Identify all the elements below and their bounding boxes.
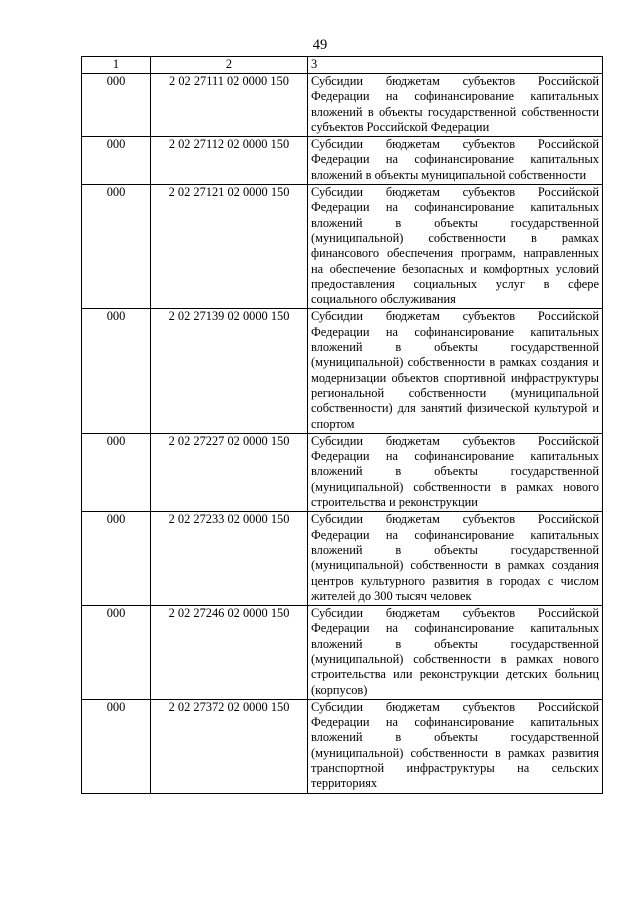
- kbk-code-cell: 2 02 27246 02 0000 150: [151, 606, 308, 700]
- kbk-code-cell: 2 02 27139 02 0000 150: [151, 309, 308, 433]
- kbk-code-cell: 2 02 27227 02 0000 150: [151, 433, 308, 511]
- table-header-row: [82, 57, 603, 74]
- admin-code-cell: 000: [82, 74, 151, 137]
- table-row: [82, 137, 603, 185]
- admin-code-cell: 000: [82, 137, 151, 185]
- page-number: 49: [312, 37, 328, 53]
- admin-code-cell: 000: [82, 433, 151, 511]
- admin-code-cell: 000: [82, 512, 151, 606]
- kbk-code-cell: 2 02 27233 02 0000 150: [151, 512, 308, 606]
- admin-code-cell: 000: [82, 699, 151, 793]
- table-row: [82, 74, 603, 137]
- budget-classification-table: [81, 56, 603, 794]
- table-row: [82, 185, 603, 309]
- kbk-code-cell: 2 02 27372 02 0000 150: [151, 699, 308, 793]
- table-row: [82, 512, 603, 606]
- admin-code-cell: 000: [82, 606, 151, 700]
- admin-code-cell: 000: [82, 185, 151, 309]
- kbk-code-cell: 2 02 27112 02 0000 150: [151, 137, 308, 185]
- kbk-code-cell: 2 02 27121 02 0000 150: [151, 185, 308, 309]
- description-cell: Субсидии бюджетам субъектов Российской Федерации на софинансирование капитальных вложений в объекты государственной (муниципальной) собственности в рамках создания и модернизации объектов спортивной инфраструктуры региональной собственности (муниципальной собственности) для занятий физической культурой и спортом: [308, 309, 603, 433]
- description-cell: Субсидии бюджетам субъектов Российской Федерации на софинансирование капитальных вложений в объекты государственной собственности субъектов Российской Федерации: [308, 74, 603, 137]
- table-row: [82, 433, 603, 511]
- header-col-3: 3: [308, 57, 603, 74]
- table-row: [82, 699, 603, 793]
- header-col-2: 2: [151, 57, 308, 74]
- header-col-1: 1: [82, 57, 151, 74]
- description-cell: Субсидии бюджетам субъектов Российской Федерации на софинансирование капитальных вложений в объекты муниципальной собственности: [308, 137, 603, 185]
- description-cell: Субсидии бюджетам субъектов Российской Федерации на софинансирование капитальных вложений в объекты государственной (муниципальной) собственности в рамках создания центров культурного развития в городах с числом жителей до 300 тысяч человек: [308, 512, 603, 606]
- description-cell: Субсидии бюджетам субъектов Российской Федерации на софинансирование капитальных вложений в объекты государственной (муниципальной) собственности в рамках нового строительства и реконструкции: [308, 433, 603, 511]
- description-cell: Субсидии бюджетам субъектов Российской Федерации на софинансирование капитальных вложений в объекты государственной (муниципальной) собственности в рамках развития транспортной инфраструктуры на сельских территориях: [308, 699, 603, 793]
- table-row: [82, 309, 603, 433]
- admin-code-cell: 000: [82, 309, 151, 433]
- kbk-code-cell: 2 02 27111 02 0000 150: [151, 74, 308, 137]
- description-cell: Субсидии бюджетам субъектов Российской Федерации на софинансирование капитальных вложений в объекты государственной (муниципальной) собственности в рамках нового строительства или реконструкции детских больниц (корпусов): [308, 606, 603, 700]
- description-cell: Субсидии бюджетам субъектов Российской Федерации на софинансирование капитальных вложений в объекты государственной (муниципальной) собственности в рамках финансового обеспечения программ, направленных на обеспечение безопасных и комфортных условий предоставления социальных услуг в сфере социального обслуживания: [308, 185, 603, 309]
- table-row: [82, 606, 603, 700]
